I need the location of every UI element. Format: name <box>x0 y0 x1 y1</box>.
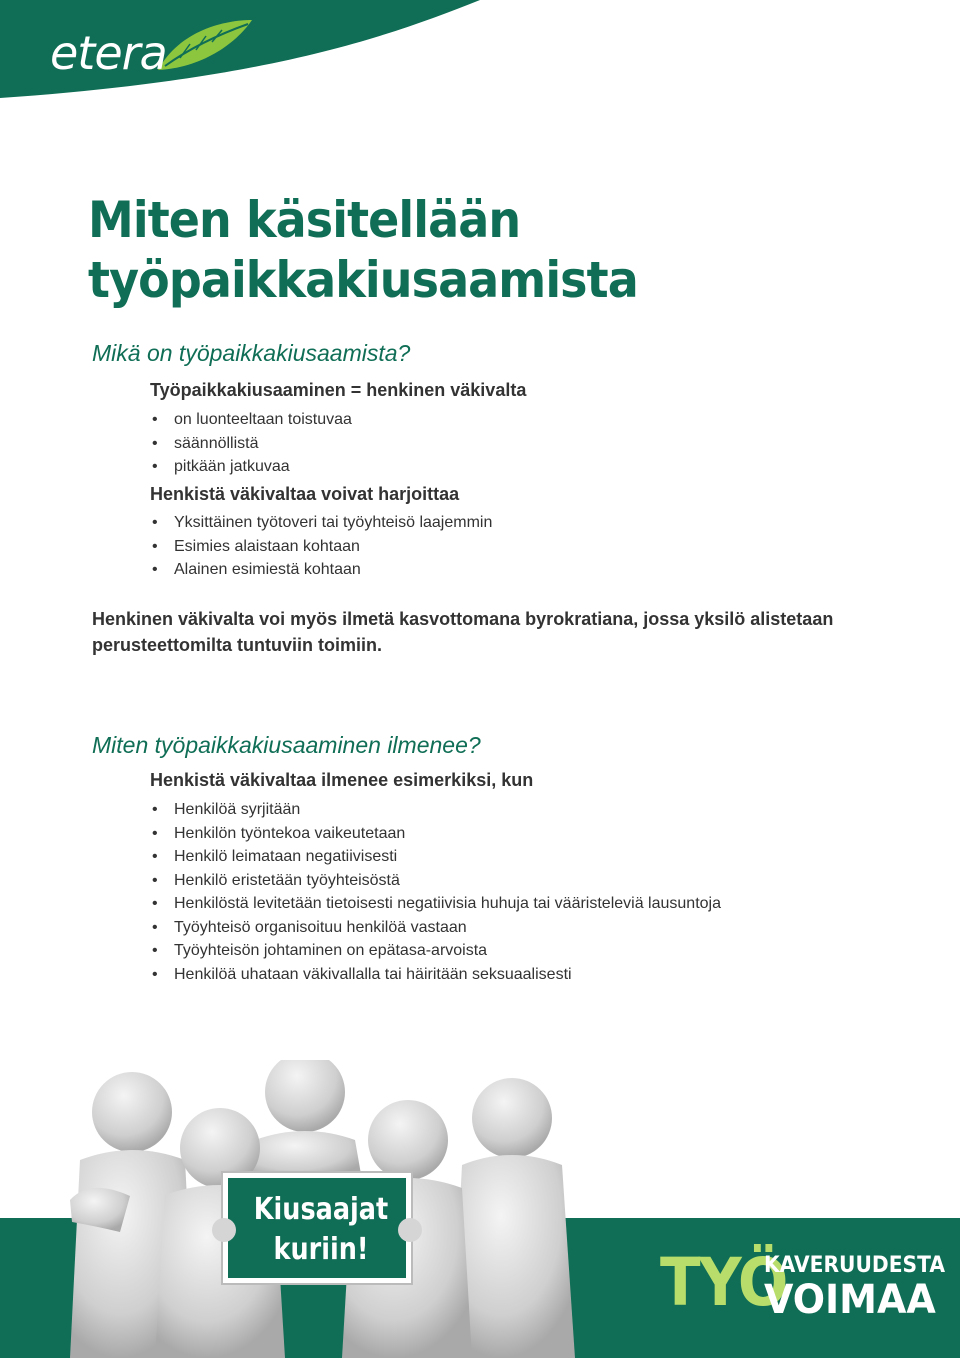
list-item: • Työyhteisön johtaminen on epätasa-arvoista <box>150 939 721 963</box>
list-item: • Henkilö leimataan negatiivisesti <box>150 845 721 869</box>
section1-list-2 <box>150 511 492 582</box>
list-item: • Yksittäinen työtoveri tai työyhteisö laajemmin <box>150 511 492 535</box>
list-item: • Alainen esimiestä kohtaan <box>150 558 492 582</box>
sign-line-2: kuriin! <box>273 1232 369 1267</box>
section1-list-1 <box>150 408 352 479</box>
list-item: • Henkilöä uhataan väkivallalla tai häiritään seksuaalisesti <box>150 963 721 987</box>
section2-list <box>150 798 721 986</box>
section2-subheading: Henkistä väkivaltaa ilmenee esimerkiksi, kun <box>150 770 534 790</box>
list-item: • Henkilöstä levitetään tietoisesti negatiivisia huhuja tai vääristeleviä lausuntoja <box>150 892 721 916</box>
list-item: • Henkilön työntekoa vaikeutetaan <box>150 822 721 846</box>
campaign-logo-top: KAVERUUDESTA <box>764 1253 946 1278</box>
title-line-2: työpaikkakiusaamista <box>88 251 638 309</box>
section1-heading: Mikä on työpaikkakiusaamista? <box>92 340 411 366</box>
campaign-logo-tyo: TYÖ <box>660 1244 787 1321</box>
section1-paragraph: Henkinen väkivalta voi myös ilmetä kasvottomana byrokratiana, jossa yksilö alistetaan perusteettomilta tuntuviin toimiin. <box>92 609 834 655</box>
section2-heading: Miten työpaikkakiusaaminen ilmenee? <box>92 732 481 758</box>
sign-line-1: Kiusaajat <box>253 1192 389 1227</box>
etera-logo[interactable]: etera <box>50 26 167 80</box>
campaign-logo-bottom: VOIMAA <box>764 1277 936 1323</box>
sign-text <box>249 1190 394 1270</box>
section1-subheading-1: Työpaikkakiusaaminen = henkinen väkivalta <box>150 380 527 400</box>
list-item: • Henkilöä syrjitään <box>150 798 721 822</box>
section1-subheading-2: Henkistä väkivaltaa voivat harjoittaa <box>150 484 460 504</box>
list-item: • Esimies alaistaan kohtaan <box>150 535 492 559</box>
page-title <box>88 190 638 310</box>
list-item: • säännöllistä <box>150 432 352 456</box>
list-item: • Henkilö eristetään työyhteisöstä <box>150 869 721 893</box>
list-item: • on luonteeltaan toistuvaa <box>150 408 352 432</box>
list-item: • pitkään jatkuvaa <box>150 455 352 479</box>
list-item: • Työyhteisö organisoituu henkilöä vastaan <box>150 916 721 940</box>
title-line-1: Miten käsitellään <box>88 191 521 249</box>
